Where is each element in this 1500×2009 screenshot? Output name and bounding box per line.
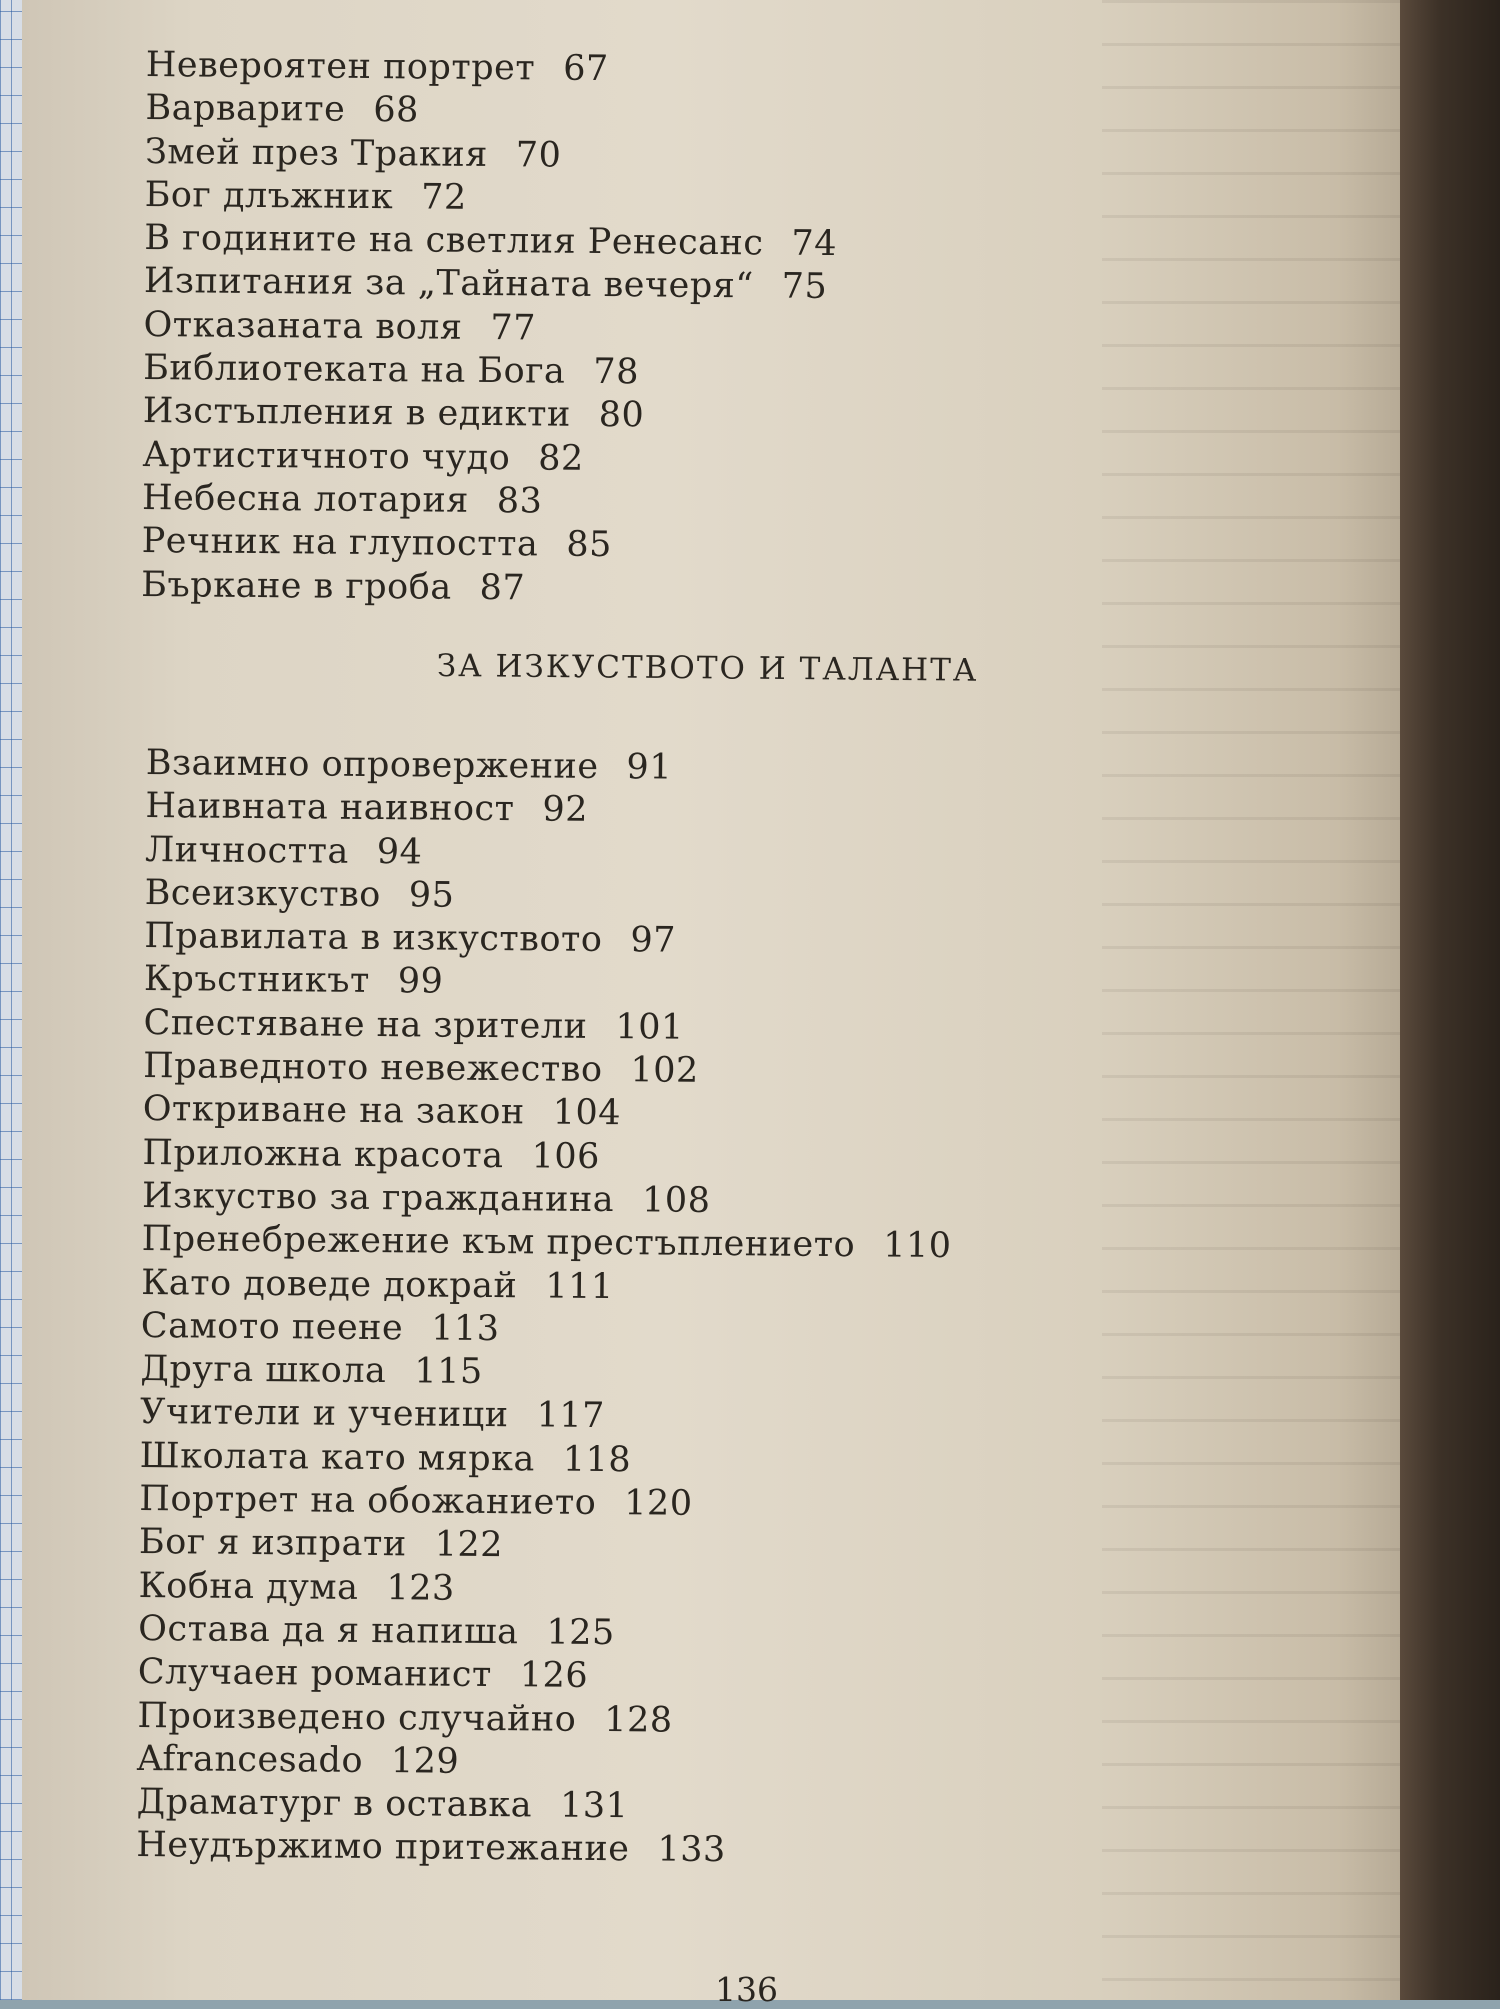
toc-entry bbox=[142, 477, 835, 526]
toc-entry-page: 129 bbox=[390, 1741, 460, 1782]
toc-entry bbox=[144, 872, 954, 922]
toc-entry bbox=[143, 304, 836, 353]
toc-entry bbox=[139, 1478, 949, 1528]
toc-entry-title: Портрет на обожанието bbox=[139, 1479, 597, 1524]
toc-entry-page: 77 bbox=[490, 307, 537, 349]
toc-entry-title: Изкуство за гражданина bbox=[141, 1175, 615, 1221]
toc-entry-page: 108 bbox=[641, 1180, 711, 1221]
toc-entry-page: 75 bbox=[781, 267, 828, 308]
toc-entry-page: 68 bbox=[373, 90, 420, 131]
toc-entry-title: Произведено случайно bbox=[137, 1695, 577, 1740]
toc-entry bbox=[137, 1738, 947, 1788]
toc-entry bbox=[140, 1348, 950, 1398]
toc-entry-title: Остава да я напиша bbox=[138, 1608, 519, 1653]
toc-entry-title: Бог длъжник bbox=[144, 174, 394, 218]
toc-entry bbox=[146, 742, 956, 792]
toc-entry-title: Кръстникът bbox=[143, 959, 370, 1002]
toc-entry-title: Бъркане в гроба bbox=[141, 564, 452, 608]
toc-entry-page: 122 bbox=[434, 1524, 504, 1566]
toc-entry-page: 72 bbox=[421, 177, 467, 218]
toc-entry-page: 99 bbox=[397, 961, 444, 1003]
toc-entry-title: Кобна дума bbox=[138, 1565, 359, 1608]
toc-entry bbox=[143, 1002, 953, 1052]
toc-entry bbox=[144, 915, 954, 965]
toc-entry-title: Личността bbox=[144, 829, 350, 872]
toc-entry-title: Учители и ученици bbox=[139, 1392, 509, 1436]
toc-entry-title: Библиотеката на Бога bbox=[142, 348, 566, 392]
toc-entry-title: Приложна красота bbox=[142, 1132, 504, 1176]
toc-entry-page: 118 bbox=[562, 1439, 632, 1481]
toc-entry-page: 102 bbox=[630, 1050, 699, 1091]
toc-entry-page: 106 bbox=[531, 1136, 601, 1177]
toc-entry-title: Всеизкуство bbox=[144, 872, 382, 915]
toc-entry-page: 110 bbox=[882, 1225, 952, 1267]
toc-entry bbox=[145, 131, 838, 180]
toc-entry-page: 83 bbox=[496, 481, 543, 522]
toc-entry-page: 101 bbox=[615, 1006, 684, 1048]
toc-entry-title: Случаен романист bbox=[137, 1652, 493, 1696]
toc-entry-title: Като доведе докрай bbox=[141, 1262, 518, 1306]
toc-entry-page: 113 bbox=[431, 1308, 500, 1349]
toc-entry bbox=[142, 434, 835, 483]
toc-entry-page: 125 bbox=[546, 1612, 615, 1654]
toc-entry bbox=[142, 1175, 952, 1225]
toc-entry bbox=[144, 217, 837, 266]
toc-entry bbox=[142, 1132, 952, 1182]
toc-entry bbox=[137, 1781, 947, 1831]
toc-entry-title: Отказаната воля bbox=[143, 304, 463, 348]
toc-entry bbox=[144, 958, 954, 1008]
toc-entry-page: 85 bbox=[566, 524, 613, 566]
toc-entry bbox=[145, 87, 838, 136]
toc-entry bbox=[141, 1305, 951, 1355]
toc-entry-page: 78 bbox=[593, 351, 640, 393]
toc-entry-title: Пренебрежение към престъплението bbox=[141, 1219, 856, 1266]
toc-entry bbox=[137, 1694, 947, 1744]
toc-entry-title: Наивната наивност bbox=[145, 786, 515, 830]
toc-entry bbox=[141, 1218, 951, 1268]
toc-entry-page: 70 bbox=[515, 134, 562, 176]
section-title: ЗА ИЗКУСТВОТО И ТАЛАНТА bbox=[436, 648, 979, 689]
toc-entry bbox=[141, 564, 834, 613]
toc-entry-title: Самото пеене bbox=[140, 1305, 404, 1349]
toc-entry bbox=[141, 520, 834, 569]
toc-entry-title: Afrancesado bbox=[136, 1738, 364, 1781]
page-number: 136 bbox=[715, 1970, 778, 2009]
toc-entry-page: 117 bbox=[536, 1395, 606, 1437]
toc-entry-title: Варварите bbox=[145, 88, 346, 131]
toc-entry-page: 80 bbox=[598, 395, 645, 436]
toc-entry bbox=[144, 260, 837, 309]
toc-entry-title: Змей през Тракия bbox=[144, 131, 488, 175]
toc-entry bbox=[136, 1824, 946, 1874]
toc-entry-title: Правилата в изкуството bbox=[144, 916, 603, 961]
toc-entry-page: 67 bbox=[563, 48, 609, 90]
toc-entry bbox=[143, 390, 836, 439]
toc-entry-title: Артистичното чудо bbox=[142, 434, 511, 478]
toc-entry bbox=[143, 1088, 953, 1138]
toc-entry bbox=[143, 347, 836, 396]
toc-entry bbox=[138, 1565, 948, 1615]
toc-entry-title: Спестяване на зрители bbox=[143, 1002, 588, 1047]
toc-entry-page: 92 bbox=[542, 789, 589, 831]
toc-entry-title: Изстъпления в едикти bbox=[142, 391, 571, 436]
toc-entry-title: Неудържимо притежание bbox=[136, 1825, 630, 1870]
toc-entry bbox=[141, 1262, 951, 1312]
toc-entry-title: Школата като мярка bbox=[139, 1435, 536, 1480]
book-spine bbox=[1400, 0, 1500, 2000]
toc-entry-page: 133 bbox=[657, 1829, 726, 1871]
toc-entry-title: Изпитания за „Тайната вечеря“ bbox=[143, 261, 754, 307]
toc-entry-title: Бог я изпрати bbox=[138, 1522, 407, 1565]
toc-entry-page: 94 bbox=[376, 831, 423, 873]
toc-entry-title: В годините на светлия Ренесанс bbox=[144, 218, 764, 264]
toc-entry-page: 128 bbox=[604, 1699, 673, 1741]
toc-entry-page: 120 bbox=[624, 1483, 693, 1524]
toc-entry-page: 104 bbox=[552, 1092, 622, 1134]
toc-entry bbox=[140, 1391, 950, 1441]
toc-entry-title: Взаимно опровержение bbox=[145, 742, 599, 787]
toc-entry bbox=[138, 1608, 948, 1658]
toc-entry-page: 111 bbox=[545, 1266, 614, 1307]
toc-entry-title: Небесна лотария bbox=[141, 477, 469, 521]
toc-entry-page: 87 bbox=[479, 567, 526, 608]
toc-entry bbox=[145, 785, 955, 835]
toc-entry-page: 95 bbox=[408, 875, 455, 916]
toc-entry bbox=[140, 1435, 950, 1485]
toc-entry-page: 115 bbox=[414, 1351, 483, 1393]
toc-entry-page: 126 bbox=[519, 1655, 589, 1697]
toc-entry bbox=[139, 1521, 949, 1571]
toc-entry-title: Драматург в оставка bbox=[136, 1782, 533, 1826]
toc-entry-page: 74 bbox=[791, 223, 838, 265]
toc-entry-page: 91 bbox=[626, 747, 673, 788]
grid-paper-edge bbox=[0, 0, 22, 2000]
toc-list-top bbox=[141, 44, 839, 613]
toc-entry-title: Невероятен портрет bbox=[145, 44, 536, 89]
toc-entry-title: Речник на глупостта bbox=[141, 521, 539, 565]
toc-entry-page: 82 bbox=[538, 438, 584, 479]
toc-entry bbox=[145, 829, 955, 879]
toc-entry-page: 123 bbox=[386, 1567, 455, 1609]
toc-entry-page: 97 bbox=[630, 920, 677, 961]
show-through-text bbox=[1102, 0, 1432, 2000]
toc-entry bbox=[146, 44, 839, 93]
toc-entry-page: 131 bbox=[559, 1785, 629, 1827]
toc-entry-title: Откриване на закон bbox=[142, 1089, 525, 1133]
toc-entry bbox=[144, 174, 837, 223]
toc-entry-title: Друга школа bbox=[140, 1349, 387, 1392]
toc-list-bottom bbox=[136, 742, 956, 1875]
toc-entry-title: Праведното невежество bbox=[142, 1046, 603, 1091]
toc-entry bbox=[143, 1045, 953, 1095]
toc-entry bbox=[138, 1651, 948, 1701]
